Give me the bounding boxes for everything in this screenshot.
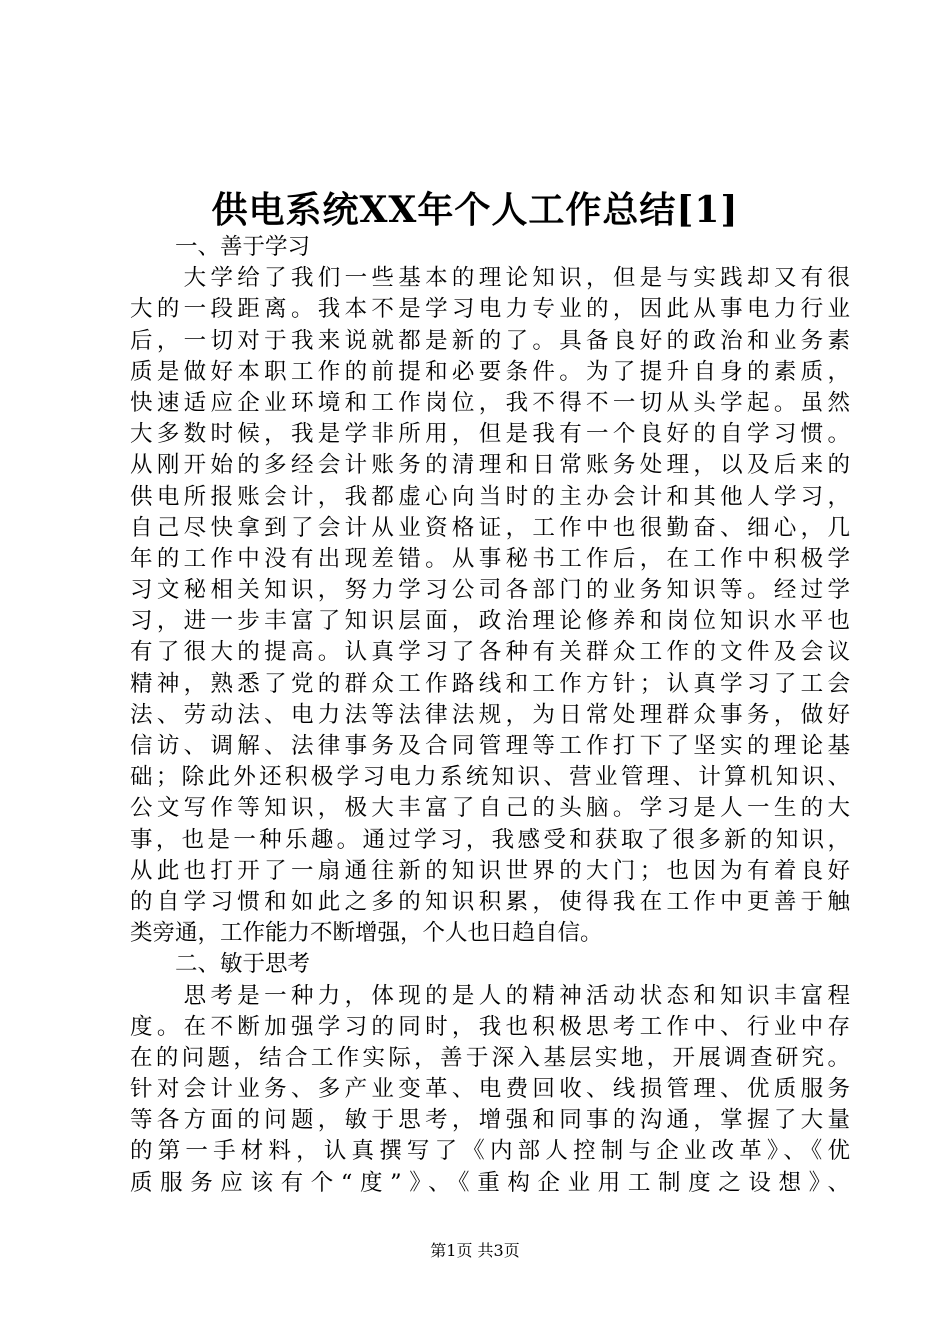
text-line: 从刚开始的多经会计账务的清理和日常账务处理，以及后来的: [130, 452, 850, 479]
text-line: 精神，熟悉了党的群众工作路线和工作方针；认真学习了工会: [130, 670, 850, 697]
text-line: 思考是一种力，体现的是人的精神活动状态和知识丰富程: [130, 982, 850, 1009]
text-line: 公文写作等知识，极大丰富了自己的头脑。学习是人一生的大: [130, 795, 850, 822]
document-body: [130, 232, 850, 1199]
text-line: 度。在不断加强学习的同时，我也积极思考工作中、行业中存: [130, 1013, 850, 1040]
text-line: 事，也是一种乐趣。通过学习，我感受和获取了很多新的知识，: [130, 826, 850, 853]
text-line: 一、善于学习: [130, 234, 311, 260]
text-line: 针对会计业务、多产业变革、电费回收、线损管理、优质服务: [130, 1076, 850, 1103]
text-line: 从此也打开了一扇通往新的知识世界的大门；也因为有着良好: [130, 857, 850, 884]
text-line: 有了很大的提高。认真学习了各种有关群众工作的文件及会议: [130, 639, 850, 666]
page-footer: 第1页 共3页: [430, 1241, 520, 1260]
text-line: 在的问题，结合工作实际，善于深入基层实地，开展调查研究。: [130, 1044, 850, 1071]
text-line: 类旁通，工作能力不断增强，个人也日趋自信。: [130, 920, 603, 947]
text-line: 后，一切对于我来说就都是新的了。具备良好的政治和业务素: [130, 327, 850, 354]
text-line: 大学给了我们一些基本的理论知识，但是与实践却又有很: [130, 265, 850, 292]
text-line: 二、敏于思考: [130, 951, 311, 978]
text-line: 供电所报账会计，我都虚心向当时的主办会计和其他人学习，: [130, 483, 850, 510]
text-line: 等各方面的问题，敏于思考，增强和同事的沟通，掌握了大量: [130, 1107, 850, 1134]
text-line: 质是做好本职工作的前提和必要条件。为了提升自身的素质，: [130, 358, 850, 385]
text-line: 大多数时候，我是学非所用，但是我有一个良好的自学习惯。: [130, 421, 850, 448]
text-line: 信访、调解、法律事务及合同管理等工作打下了坚实的理论基: [130, 733, 850, 759]
text-line: 础；除此外还积极学习电力系统知识、营业管理、计算机知识、: [130, 764, 850, 791]
text-line: 的第一手材料，认真撰写了《内部人控制与企业改革》、《优: [130, 1138, 850, 1165]
text-line: 习，进一步丰富了知识层面，政治理论修养和岗位知识水平也: [130, 608, 850, 635]
text-line: 质服务应该有个“度”》、《重构企业用工制度之设想》、: [130, 1169, 850, 1196]
text-line: 习文秘相关知识，努力学习公司各部门的业务知识等。经过学: [130, 577, 850, 604]
document-title: 供电系统XX年个人工作总结[1]: [211, 189, 739, 231]
text-line: 的自学习惯和如此之多的知识积累，使得我在工作中更善于触: [130, 888, 850, 915]
text-line: 快速适应企业环境和工作岗位，我不得不一切从头学起。虽然: [130, 389, 850, 416]
text-line: 自己尽快拿到了会计从业资格证，工作中也很勤奋、细心，几: [130, 514, 850, 541]
text-line: 年的工作中没有出现差错。从事秘书工作后，在工作中积极学: [130, 545, 850, 572]
text-line: 法、劳动法、电力法等法律法规，为日常处理群众事务，做好: [130, 701, 850, 728]
text-line: 大的一段距离。我本不是学习电力专业的，因此从事电力行业: [130, 296, 850, 323]
